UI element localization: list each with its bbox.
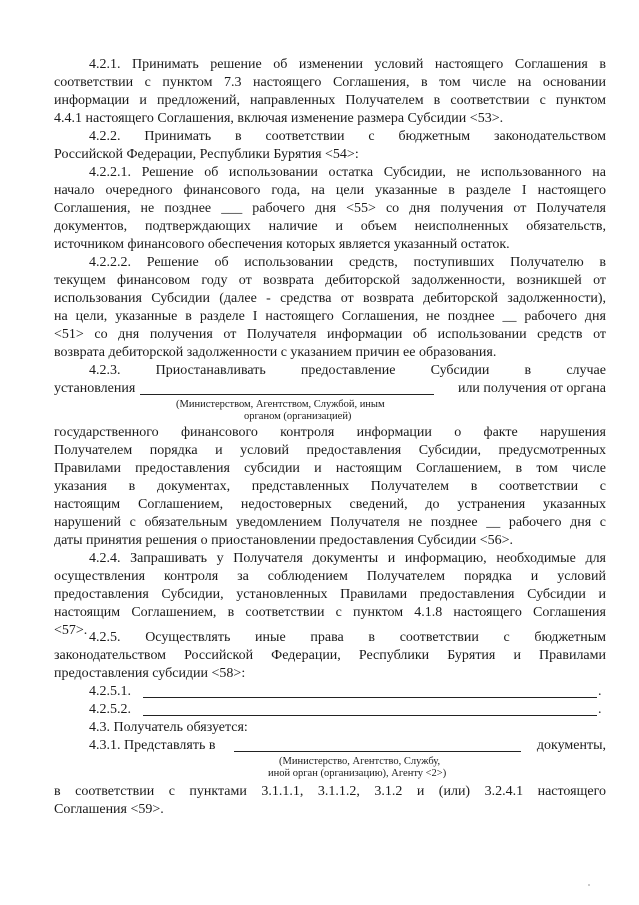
text-line: настоящим Соглашением, в соответствии с пунктом 4.1.8 настоящего Соглашения — [54, 605, 606, 620]
text-line: даты принятия решения о приостановлении предоставления Субсидии <56>. — [54, 533, 514, 548]
blank-underline — [140, 394, 434, 395]
period-mark: . — [598, 702, 602, 717]
text-line: Соглашения, не позднее ___ рабочего дня <55> со дня получения от Получателя — [54, 201, 606, 216]
footnote-caption: (Министерство, Агентство, Службу, — [279, 756, 441, 767]
text-line: указания в документах, представленных Получателем в соответствии с — [54, 479, 606, 494]
text-line: в соответствии с пунктами 3.1.1.1, 3.1.1.2, 3.1.2 и (или) 3.2.4.1 настоящего — [54, 784, 606, 799]
text-line: возврата дебиторской задолженности с указанием причин ее образования. — [54, 345, 497, 360]
text-line: Российской Федерации, Республики Бурятия <54>: — [54, 147, 359, 162]
text-line: государственного финансового контроля информации о факте нарушения — [54, 425, 606, 440]
text-line: осуществления контроля за соблюдением Получателем порядка и условий — [54, 569, 606, 584]
text-line: 4.2.5.2. — [89, 702, 131, 717]
text-line: законодательством Российской Федерации, Республики Бурятия и Правилами — [54, 648, 606, 663]
text-line: соответствии с пунктом 7.3 настоящего Соглашения, в том числе на основании — [54, 75, 606, 90]
text-line: текущем финансовом году от возврата дебиторской задолженности, возникшей от — [54, 273, 606, 288]
footnote-caption: органом (организацией) — [244, 411, 352, 422]
text-line: предоставления субсидии <58>: — [54, 666, 246, 681]
text-line: <57>. — [54, 623, 88, 638]
blank-underline — [234, 751, 521, 752]
text-line: 4.2.1. Принимать решение об изменении условий настоящего Соглашения в — [89, 57, 606, 72]
text-line: предоставления Субсидии, установленных Правилами предоставления Субсидии и — [54, 587, 606, 602]
text-line: документов, подтверждающих наличие и объем неисполненных обязательств, — [54, 219, 606, 234]
text-line: установления — [54, 381, 136, 396]
text-line: <51> со дня получения от Получателя информации об использовании средств от — [54, 327, 606, 342]
blank-underline — [143, 715, 597, 716]
text-line: Правилами предоставления субсидии и настоящим Соглашением, в том числе — [54, 461, 606, 476]
text-line: на цели, указанные в разделе I настоящего Соглашения, не позднее __ рабочего дня — [54, 309, 606, 324]
text-line: 4.3.1. Представлять в — [89, 738, 216, 753]
text-line: 4.3. Получатель обязуется: — [89, 720, 248, 735]
blank-underline — [143, 697, 597, 698]
text-line: начало очередного финансового года, на цели указанные в разделе I настоящего — [54, 183, 606, 198]
text-line: настоящим Соглашением, недостоверных сведений, до устранения указанных — [54, 497, 606, 512]
text-line: 4.2.2. Принимать в соответствии с бюджетным законодательством — [89, 129, 606, 144]
text-line: 4.2.5.1. — [89, 684, 131, 699]
scan-speck — [588, 884, 590, 886]
text-line: 4.2.2.1. Решение об использовании остатка Субсидии, не использованного на — [89, 165, 606, 180]
period-mark: . — [598, 684, 602, 699]
text-line: источником финансового обеспечения которых является указанный остаток. — [54, 237, 510, 252]
text-line: 4.4.1 настоящего Соглашения, включая изменение размера Субсидии <53>. — [54, 111, 504, 126]
text-line: или получения от органа — [457, 381, 606, 396]
text-line: нарушений с обязательным уведомлением Получателя не позднее __ рабочего дня с — [54, 515, 606, 530]
footnote-caption: иной орган (организацию), Агенту <2>) — [268, 768, 447, 779]
text-line: 4.2.2.2. Решение об использовании средств, поступивших Получателю в — [89, 255, 606, 270]
text-line: 4.2.4. Запрашивать у Получателя документы и информацию, необходимые для — [89, 551, 606, 566]
text-line: информации и предложений, направленных Получателем в соответствии с пунктом — [54, 93, 606, 108]
text-line: документы, — [536, 738, 606, 753]
text-line: Получателем порядка и условий предоставления Субсидии, предусмотренных — [54, 443, 606, 458]
footnote-caption: (Министерством, Агентством, Службой, иным — [176, 399, 385, 410]
text-line: Соглашения <59>. — [54, 802, 164, 817]
text-line: 4.2.5. Осуществлять иные права в соответствии с бюджетным — [89, 630, 606, 645]
text-line: 4.2.3. Приостанавливать предоставление Субсидии в случае — [89, 363, 606, 378]
text-line: использования Субсидии (далее - средства от возврата дебиторской задолженности), — [54, 291, 606, 306]
